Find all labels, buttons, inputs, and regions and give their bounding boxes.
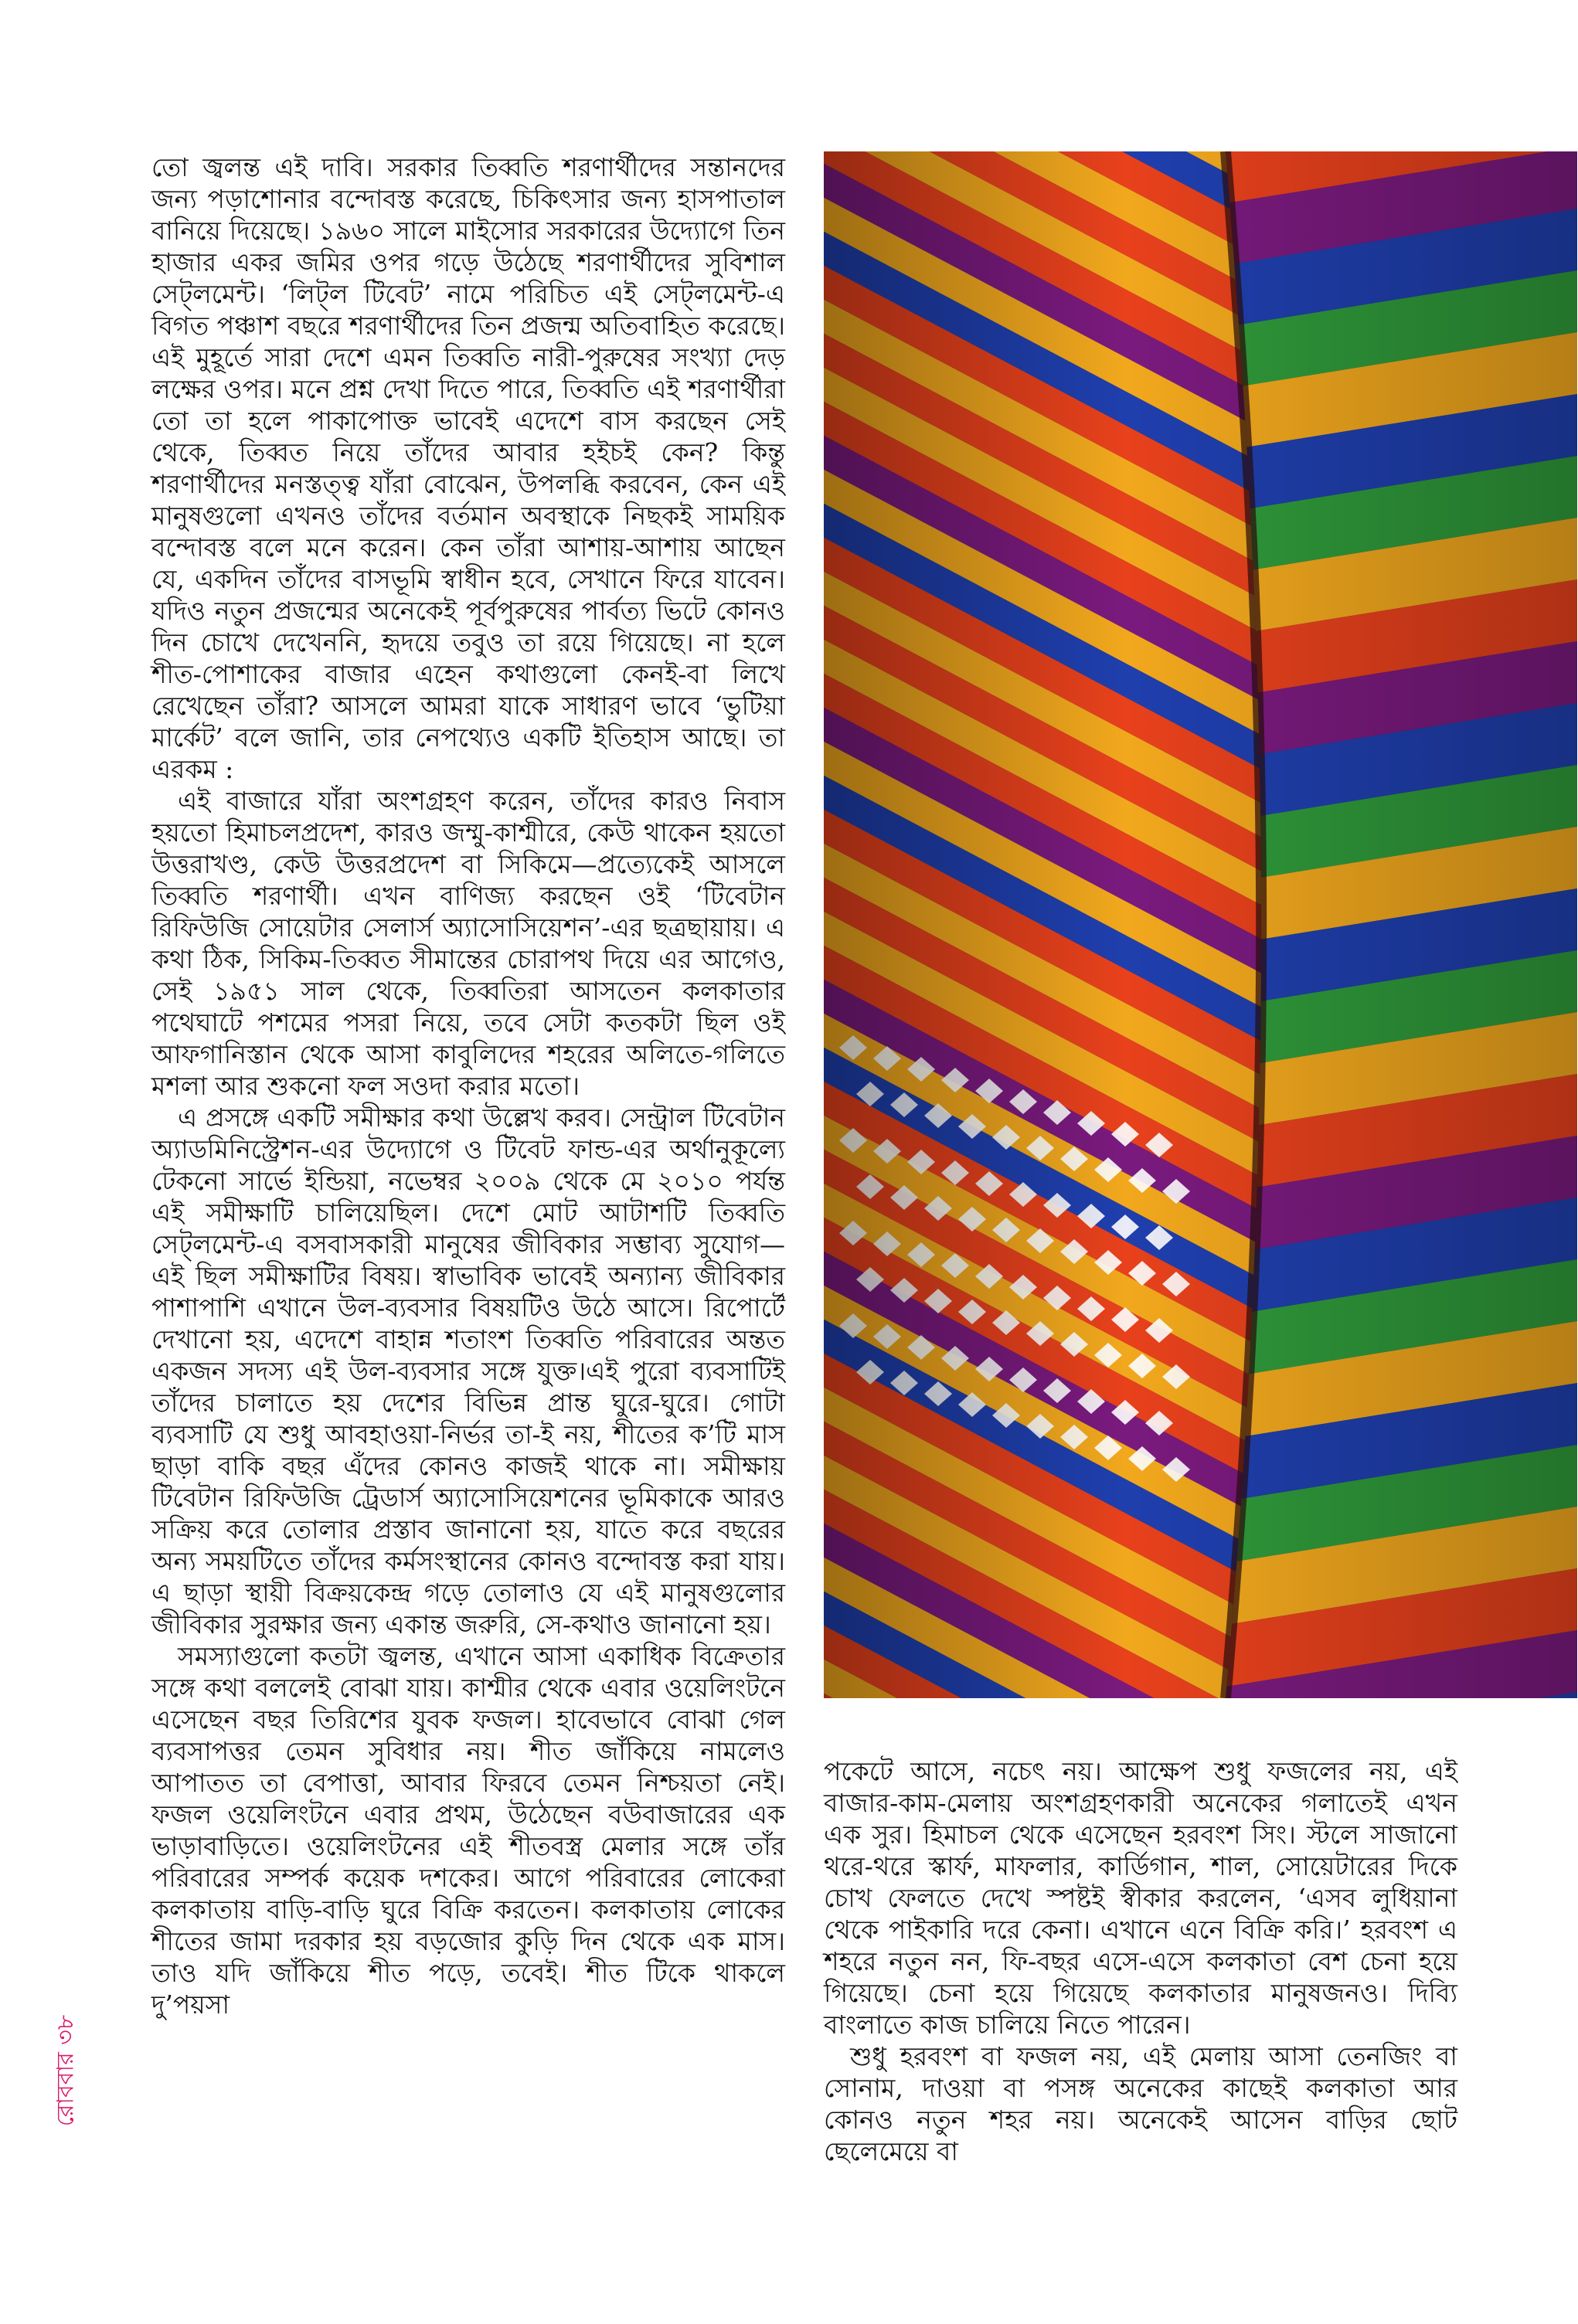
sweater-illustration <box>824 151 1577 1698</box>
article-paragraph: এই বাজারে যাঁরা অংশগ্রহণ করেন, তাঁদের কারও নিবাস হয়তো হিমাচলপ্রদেশ, কারও জম্মু-কাশ্মীরে, কেউ থাকেন হয়তো উত্তরাখণ্ড, কেউ উত্তরপ্রদেশ বা সিকিমে—প্রত্যেকেই আসলে তিব্বতি শরণার্থী। এখন বাণিজ্য করছেন ওই ‘টিবেটান রিফিউজি সোয়েটার সেলার্স অ্যাসোসিয়েশন’-এর ছত্রছায়ায়। এ কথা ঠিক, সিকিম-তিব্বত সীমান্তের চোরাপথ দিয়ে এর আগেও, সেই ১৯৫১ সাল থেকে, তিব্বতিরা আসতেন কলকাতার পথেঘাটে পশমের পসরা নিয়ে, তবে সেটা কতকটা ছিল ওই আফগানিস্তান থেকে আসা কাবুলিদের শহরের অলিতে-গলিতে মশলা আর শুকনো ফল সওদা করার মতো। <box>151 786 785 1101</box>
magazine-name: রোববার <box>52 2052 80 2127</box>
knitted-sweater-photo <box>824 151 1577 1698</box>
article-column-left <box>151 151 785 2020</box>
article-paragraph: সমস্যাগুলো কতটা জ্বলন্ত, এখানে আসা একাধিক বিক্রেতার সঙ্গে কথা বললেই বোঝা যায়। কাশ্মীর থেকে এবার ওয়েলিংটনে এসেছেন বছর তিরিশের যুবক ফজল। হাবেভাবে বোঝা গেল ব্যবসাপত্তর তেমন সুবিধার নয়। শীত জাঁকিয়ে নামলেও আপাতত তা বেপাত্তা, আবার ফিরবে তেমন নিশ্চয়তা নেই। ফজল ওয়েলিংটনে এবার প্রথম, উঠেছেন বউবাজারের এক ভাড়াবাড়িতে। ওয়েলিংটনের এই শীতবস্ত্র মেলার সঙ্গে তাঁর পরিবারের সম্পর্ক কয়েক দশকের। আগে পরিবারের লোকেরা কলকাতায় বাড়ি-বাড়ি ঘুরে বিক্রি করতেন। কলকাতায় লোকের শীতের জামা দরকার হয় বড়জোর কুড়ি দিন থেকে এক মাস। তাও যদি জাঁকিয়ে শীত পড়ে, তবেই। শীত টিকে থাকলে দু’পয়সা <box>151 1641 785 2020</box>
article-paragraph: পকেটে আসে, নচেৎ নয়। আক্ষেপ শুধু ফজলের নয়, এই বাজার-কাম-মেলায় অংশগ্রহণকারী অনেকের গলাতেই এখন এক সুর। হিমাচল থেকে এসেছেন হরবংশ সিং। স্টলে সাজানো থরে-থরে স্কার্ফ, মাফলার, কার্ডিগান, শাল, সোয়েটারের দিকে চোখ ফেলতে দেখে স্পষ্টই স্বীকার করলেন, ‘এসব লুধিয়ানা থেকে পাইকারি দরে কেনা। এখানে এনে বিক্রি করি।’ হরবংশ এ শহরে নতুন নন, ফি-বছর এসে-এসে কলকাতা বেশ চেনা হয়ে গিয়েছে। চেনা হয়ে গিয়েছে কলকাতার মানুষজনও। দিব্যি বাংলাতে কাজ চালিয়ে নিতে পারেন। <box>824 1756 1457 2040</box>
article-paragraph: শুধু হরবংশ বা ফজল নয়, এই মেলায় আসা তেনজিং বা সোনাম, দাওয়া বা পসঙ্গ অনেকের কাছেই কলকাতা আর কোনও নতুন শহর নয়। অনেকেই আসেন বাড়ির ছোট ছেলেমেয়ে বা <box>824 2041 1457 2166</box>
article-paragraph: তো জ্বলন্ত এই দাবি। সরকার তিব্বতি শরণার্থীদের সন্তানদের জন্য পড়াশোনার বন্দোবস্ত করেছে, চিকিৎসার জন্য হাসপাতাল বানিয়ে দিয়েছে। ১৯৬০ সালে মাইসোর সরকারের উদ্যোগে তিন হাজার একর জমির ওপর গড়ে উঠেছে শরণার্থীদের সুবিশাল সেট্‌লমেন্ট। ‘লিট্‌ল টিবেট’ নামে পরিচিত এই সেট্‌লমেন্ট-এ বিগত পঞ্চাশ বছরে শরণার্থীদের তিন প্রজন্ম অতিবাহিত করেছে। এই মুহূর্তে সারা দেশে এমন তিব্বতি নারী-পুরুষের সংখ্যা দেড় লক্ষের ওপর। মনে প্রশ্ন দেখা দিতে পারে, তিব্বতি এই শরণার্থীরা তো তা হলে পাকাপোক্ত ভাবেই এদেশে বাস করছেন সেই থেকে, তিব্বত নিয়ে তাঁদের আবার হইচই কেন? কিন্তু শরণার্থীদের মনস্তত্ত্ব যাঁরা বোঝেন, উপলব্ধি করবেন, কেন এই মানুষগুলো এখনও তাঁদের বর্তমান অবস্থাকে নিছকই সাময়িক বন্দোবস্ত বলে মনে করেন। কেন তাঁরা আশায়-আশায় আছেন যে, একদিন তাঁদের বাসভূমি স্বাধীন হবে, সেখানে ফিরে যাবেন। যদিও নতুন প্রজন্মের অনেকেই পূর্বপুরুষের পার্বত্য ভিটে কোনও দিন চোখে দেখেননি, হৃদয়ে তবুও তা রয়ে গিয়েছে। না হলে শীত-পোশাকের বাজার এহেন কথাগুলো কেনই-বা লিখে রেখেছেন তাঁরা? আসলে আমরা যাকে সাধারণ ভাবে ‘ভুটিয়া মার্কেট’ বলে জানি, তার নেপথ্যেও একটি ইতিহাস আছে। তা এরকম : <box>151 152 785 784</box>
article-paragraph: এ প্রসঙ্গে একটি সমীক্ষার কথা উল্লেখ করব। সেন্ট্রাল টিবেটান অ্যাডমিনিস্ট্রেশন-এর উদ্যোগে ও টিবেট ফান্ড-এর অর্থানুকূল্যে টেকনো সার্ভে ইন্ডিয়া, নভেম্বর ২০০৯ থেকে মে ২০১০ পর্যন্ত এই সমীক্ষাটি চালিয়েছিল। দেশে মোট আটাশটি তিব্বতি সেট্‌লমেন্ট-এ বসবাসকারী মানুষের জীবিকার সম্ভাব্য সুযোগ—এই ছিল সমীক্ষাটির বিষয়। স্বাভাবিক ভাবেই অন্যান্য জীবিকার পাশাপাশি এখানে উল-ব্যবসার বিষয়টিও উঠে আসে। রিপোর্টে দেখানো হয়, এদেশে বাহান্ন শতাংশ তিব্বতি পরিবারের অন্তত একজন সদস্য এই উল-ব্যবসার সঙ্গে যুক্ত।এই পুরো ব্যবসাটিই তাঁদের চালাতে হয় দেশের বিভিন্ন প্রান্ত ঘুরে-ঘুরে। গোটা ব্যবসাটি যে শুধু আবহাওয়া-নির্ভর তা-ই নয়, শীতের ক’টি মাস ছাড়া বাকি বছর এঁদের কোনও কাজই থাকে না। সমীক্ষায় টিবেটান রিফিউজি ট্রেডার্স অ্যাসোসিয়েশনের ভূমিকাকে আরও সক্রিয় করে তোলার প্রস্তাব জানানো হয়, যাতে করে বছরের অন্য সময়টিতে তাঁদের কর্মসংস্থানের কোনও বন্দোবস্ত করা যায়। এ ছাড়া স্থায়ী বিক্রয়কেন্দ্র গড়ে তোলাও যে এই মানুষগুলোর জীবিকার সুরক্ষার জন্য একান্ত জরুরি, সে-কথাও জানানো হয়। <box>151 1103 785 1639</box>
page-folio <box>43 1993 90 2148</box>
folio-label <box>47 2015 87 2127</box>
page-number: ৩৮ <box>52 2014 80 2045</box>
article-column-right <box>824 1755 1457 2167</box>
